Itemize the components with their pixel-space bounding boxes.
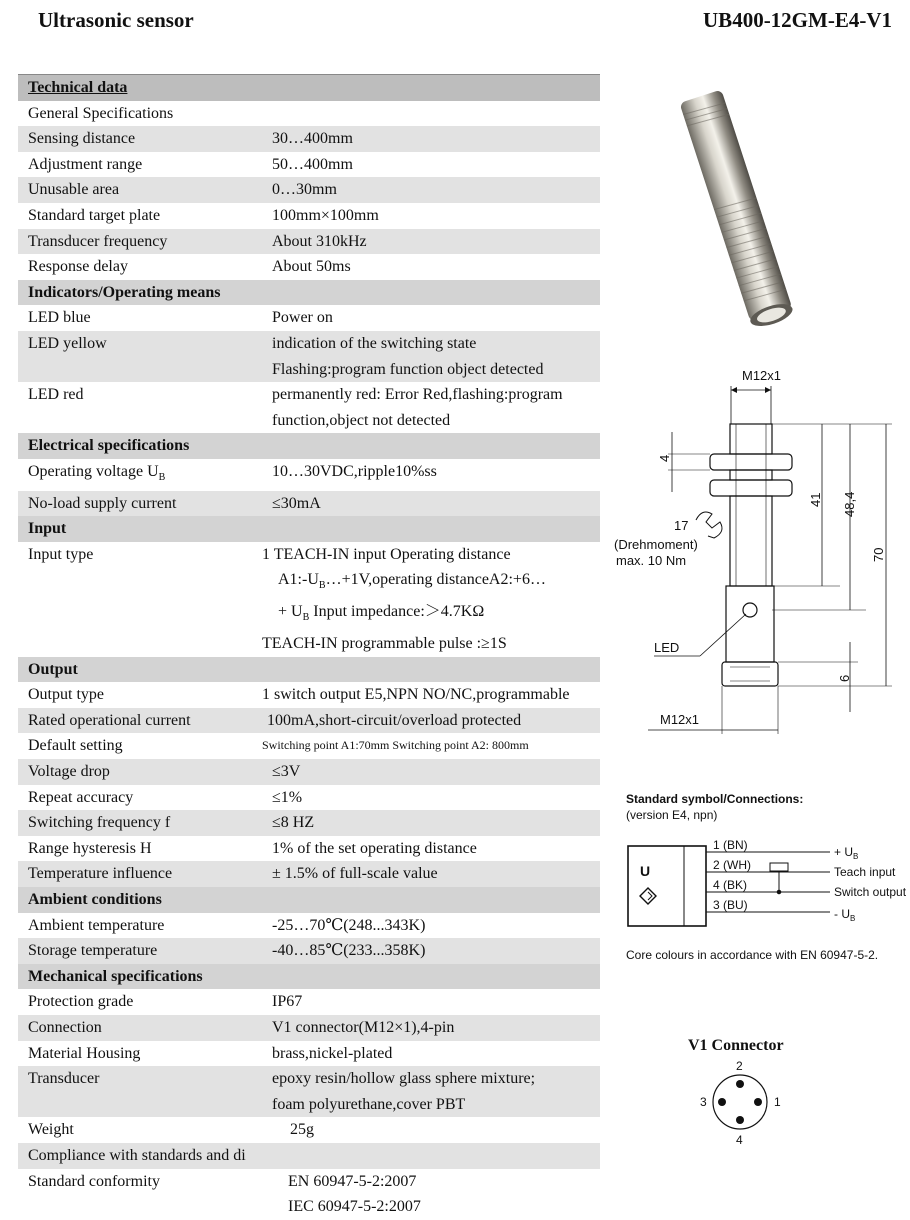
row-value-line: EN 60947-5-2:2007 xyxy=(288,1172,417,1190)
section-header xyxy=(18,433,600,459)
row-value-line: IP67 xyxy=(272,993,303,1011)
table-row xyxy=(18,491,600,517)
row-label xyxy=(18,785,262,811)
row-label-text: Input type xyxy=(28,545,94,563)
row-value-line: indication of the switching state xyxy=(272,334,477,352)
row-value-line: ≤8 HZ xyxy=(272,814,315,832)
row-value xyxy=(252,542,600,657)
row-value-line: ≤3V xyxy=(272,763,301,780)
row-value xyxy=(262,938,600,964)
input-detail-part: A1:-U xyxy=(278,571,319,589)
row-label xyxy=(18,1015,262,1041)
row-value xyxy=(262,126,600,152)
row-label xyxy=(18,1143,262,1169)
row-label xyxy=(18,810,262,836)
table-row xyxy=(18,836,600,862)
row-label xyxy=(18,382,262,433)
table-row xyxy=(18,759,600,785)
row-value-line: Power on xyxy=(272,309,333,327)
row-value-line: V1 connector(M12×1),4-pin xyxy=(272,1018,455,1036)
row-label-text: Default setting xyxy=(28,737,123,755)
core-colours-note: Core colours in accordance with EN 60947-5-2. xyxy=(626,948,879,962)
led-callout-label: LED xyxy=(654,640,680,655)
row-label xyxy=(18,254,262,280)
table-row xyxy=(18,542,600,657)
row-label xyxy=(18,759,262,785)
pin-3-num: 3 (BU) xyxy=(713,898,748,912)
table-row xyxy=(18,305,600,331)
row-label-text: Response delay xyxy=(28,258,128,276)
row-label-text: Transducer xyxy=(28,1070,100,1088)
row-label xyxy=(18,1066,262,1117)
dim-4-label: 4 xyxy=(657,454,672,462)
row-value-line: About 310kHz xyxy=(272,232,367,250)
connector-pin-3: 3 xyxy=(700,1095,707,1109)
row-value xyxy=(262,1066,600,1117)
row-label xyxy=(18,203,262,229)
row-label-text: Material Housing xyxy=(28,1044,141,1062)
row-label xyxy=(18,861,262,887)
row-value xyxy=(262,305,600,331)
dim-48-label: 48,4 xyxy=(842,491,857,517)
row-label xyxy=(18,1169,262,1220)
table-row xyxy=(18,810,600,836)
row-value xyxy=(262,229,600,255)
row-value-line: TEACH-IN programmable pulse :≥1S xyxy=(262,635,507,653)
section-title: Output xyxy=(28,660,78,678)
row-value-line: 30…400mm xyxy=(272,130,353,148)
table-row xyxy=(18,254,600,280)
input-detail-part: B xyxy=(318,580,326,592)
row-value-line xyxy=(262,567,600,599)
row-value xyxy=(262,1143,600,1169)
pin-2-num: 2 (WH) xyxy=(713,858,751,872)
row-label xyxy=(18,305,262,331)
row-value-line: 1% of the set operating distance xyxy=(272,839,477,857)
v1-connector-title: V1 Connector xyxy=(688,1037,784,1054)
pin-4-label: Switch output xyxy=(834,885,907,899)
symbol-u-letter: U xyxy=(640,863,651,879)
row-label-text: Protection grade xyxy=(28,993,134,1011)
row-value xyxy=(280,1117,600,1143)
pin-4-num: 4 (BK) xyxy=(713,878,748,892)
row-value-line: ≤30mA xyxy=(272,494,321,512)
table-row xyxy=(18,1169,600,1220)
section-header xyxy=(18,74,600,101)
row-label-text: Repeat accuracy xyxy=(28,788,134,806)
row-label-text: Standard target plate xyxy=(28,206,161,224)
row-value xyxy=(262,785,600,811)
row-value xyxy=(262,810,600,836)
row-label-text: Voltage drop xyxy=(28,763,110,780)
pin-1-num: 1 (BN) xyxy=(713,838,748,852)
section-title: Electrical specifications xyxy=(28,437,190,455)
row-value-line: 10…30VDC,ripple10%ss xyxy=(272,462,437,480)
pin-3-label: - $U_B$ xyxy=(834,907,856,923)
row-label-text: Temperature influence xyxy=(28,865,173,883)
table-row xyxy=(18,1066,600,1117)
table-row xyxy=(18,708,600,734)
row-label xyxy=(18,682,262,708)
row-label xyxy=(18,152,262,178)
row-label-text: Switching frequency f xyxy=(28,814,171,832)
row-label-text: Range hysteresis H xyxy=(28,839,152,857)
row-value xyxy=(262,152,600,178)
row-label-text: Transducer frequency xyxy=(28,232,168,250)
table-row xyxy=(18,861,600,887)
row-label-text: LED red xyxy=(28,386,84,404)
table-row xyxy=(18,152,600,178)
row-value-line: epoxy resin/hollow glass sphere mixture; xyxy=(272,1070,536,1088)
row-label xyxy=(18,733,262,759)
input-detail-part: + U xyxy=(278,603,303,621)
section-title: Indicators/Operating means xyxy=(28,283,221,301)
row-value-line: Switching point A1:70mm Switching point A2: 800mm xyxy=(262,738,529,753)
row-value xyxy=(262,101,600,127)
row-label xyxy=(18,126,262,152)
v1-connector-diagram xyxy=(694,1056,794,1148)
row-label-text: General Specifications xyxy=(28,104,174,122)
table-row xyxy=(18,1041,600,1067)
row-value xyxy=(262,861,600,887)
section-header xyxy=(18,657,600,683)
table-row xyxy=(18,229,600,255)
row-label-text: Weight xyxy=(28,1121,74,1139)
row-value xyxy=(262,1041,600,1067)
section-header xyxy=(18,964,600,990)
row-label-text: Rated operational current xyxy=(28,711,191,729)
table-row xyxy=(18,785,600,811)
row-value xyxy=(262,459,600,491)
row-value xyxy=(262,177,600,203)
row-value xyxy=(278,1169,600,1220)
row-label xyxy=(18,836,262,862)
row-value xyxy=(262,1015,600,1041)
symbol-title: Standard symbol/Connections: xyxy=(626,792,804,806)
technical-data-table xyxy=(18,74,600,1220)
row-label-text: Standard conformity xyxy=(28,1172,160,1190)
row-value-line: 1 TEACH-IN input Operating distance xyxy=(262,545,511,563)
table-row xyxy=(18,203,600,229)
row-label xyxy=(18,331,262,382)
row-value-line: permanently red: Error Red,flashing:program xyxy=(272,386,563,404)
row-value-line: foam polyurethane,cover PBT xyxy=(272,1095,466,1113)
row-label xyxy=(18,913,262,939)
torque-label: (Drehmoment) xyxy=(614,537,698,552)
dim-70-label: 70 xyxy=(871,547,886,562)
row-value xyxy=(262,203,600,229)
row-value xyxy=(262,836,600,862)
row-label-text: Output type xyxy=(28,686,104,704)
row-value-line: IEC 60947-5-2:2007 xyxy=(288,1198,421,1216)
row-value-line: ± 1.5% of full-scale value xyxy=(272,865,438,883)
row-label xyxy=(18,491,262,517)
section-title: Technical data xyxy=(28,79,128,96)
row-label-text: LED blue xyxy=(28,309,91,327)
section-header xyxy=(18,516,600,542)
row-value xyxy=(262,913,600,939)
row-label-text: Sensing distance xyxy=(28,130,136,148)
section-title: Ambient conditions xyxy=(28,890,162,908)
pin-2-label: Teach input xyxy=(834,865,896,879)
torque-value: max. 10 Nm xyxy=(616,553,687,568)
connector-pin-1: 1 xyxy=(774,1095,781,1109)
row-label xyxy=(18,177,262,203)
table-row xyxy=(18,177,600,203)
table-row xyxy=(18,101,600,127)
row-value-line: 50…400mm xyxy=(272,155,353,173)
row-label-text: Ambient temperature xyxy=(28,916,165,934)
table-row xyxy=(18,382,600,433)
row-value-line: 100mm×100mm xyxy=(272,206,379,224)
dim-6-label: 6 xyxy=(837,674,852,682)
table-row xyxy=(18,682,600,708)
row-value xyxy=(252,682,600,708)
row-value-line: brass,nickel-plated xyxy=(272,1044,393,1062)
row-value xyxy=(262,331,600,382)
row-value xyxy=(262,759,600,785)
model-number: UB400-12GM-E4-V1 xyxy=(703,8,892,32)
torque-number: 17 xyxy=(674,518,689,533)
table-row xyxy=(18,126,600,152)
row-label xyxy=(18,229,262,255)
row-value xyxy=(262,254,600,280)
row-value xyxy=(262,989,600,1015)
section-title: Input xyxy=(28,520,67,538)
row-label-text: Unusable area xyxy=(28,181,120,199)
connector-pin-2: 2 xyxy=(736,1059,743,1073)
row-label-text: No-load supply current xyxy=(28,494,177,512)
row-value xyxy=(252,733,600,759)
row-label-text: Compliance with standards and di xyxy=(28,1146,246,1164)
row-label xyxy=(18,101,262,127)
sensor-photo xyxy=(664,82,814,342)
table-row xyxy=(18,938,600,964)
input-detail-part: Input impedance:＞4.7KΩ xyxy=(309,603,485,621)
row-value-line: 100mA,short-circuit/overload protected xyxy=(267,711,522,729)
row-label xyxy=(18,1117,262,1143)
section-title: Mechanical specifications xyxy=(28,967,203,985)
section-header xyxy=(18,280,600,306)
table-row xyxy=(18,989,600,1015)
row-label xyxy=(18,1041,262,1067)
connector-pin-4: 4 xyxy=(736,1133,743,1147)
row-label-text: Operating voltage U xyxy=(28,462,159,480)
row-label-sub: B xyxy=(158,472,166,484)
table-row xyxy=(18,1015,600,1041)
row-value-line xyxy=(262,599,600,631)
row-value-line: 0…30mm xyxy=(272,181,337,199)
row-label xyxy=(18,459,262,491)
page-title: Ultrasonic sensor xyxy=(38,8,194,32)
row-value xyxy=(257,708,600,734)
section-header xyxy=(18,887,600,913)
table-row xyxy=(18,459,600,491)
row-value-line: ≤1% xyxy=(272,788,303,806)
row-value-line: 1 switch output E5,NPN NO/NC,programmable xyxy=(262,686,570,704)
row-value xyxy=(262,491,600,517)
row-label-text: LED yellow xyxy=(28,334,107,352)
row-label xyxy=(18,542,262,657)
row-value-line: -25…70℃(248...343K) xyxy=(272,916,426,934)
row-value-line: function,object not detected xyxy=(272,411,451,429)
dim-41-label: 41 xyxy=(808,492,823,507)
table-row xyxy=(18,913,600,939)
row-label xyxy=(18,708,262,734)
table-row xyxy=(18,331,600,382)
pin-1-label: + $U_B$ xyxy=(834,845,859,861)
row-label xyxy=(18,938,262,964)
row-value-line: About 50ms xyxy=(272,258,351,276)
input-detail-part: …+1V,operating distanceA2:+6… xyxy=(325,571,546,589)
row-label-text: Adjustment range xyxy=(28,155,143,173)
row-value-line: 25g xyxy=(290,1121,314,1139)
table-row xyxy=(18,733,600,759)
row-label xyxy=(18,989,262,1015)
symbol-subtitle: (version E4, npn) xyxy=(626,808,718,822)
table-row xyxy=(18,1117,600,1143)
row-value-line: Flashing:program function object detected xyxy=(272,360,544,378)
input-detail-part: B xyxy=(302,612,310,624)
table-row xyxy=(18,1143,600,1169)
thread-label-top: M12x1 xyxy=(742,368,782,383)
dimension-drawing xyxy=(608,362,910,752)
row-value xyxy=(262,382,600,433)
row-label-text: Storage temperature xyxy=(28,942,158,960)
row-value-line: -40…85℃(233...358K) xyxy=(272,942,426,960)
thread-label-bottom: M12x1 xyxy=(660,712,700,727)
row-label-text: Connection xyxy=(28,1018,102,1036)
connection-symbol xyxy=(620,832,910,942)
